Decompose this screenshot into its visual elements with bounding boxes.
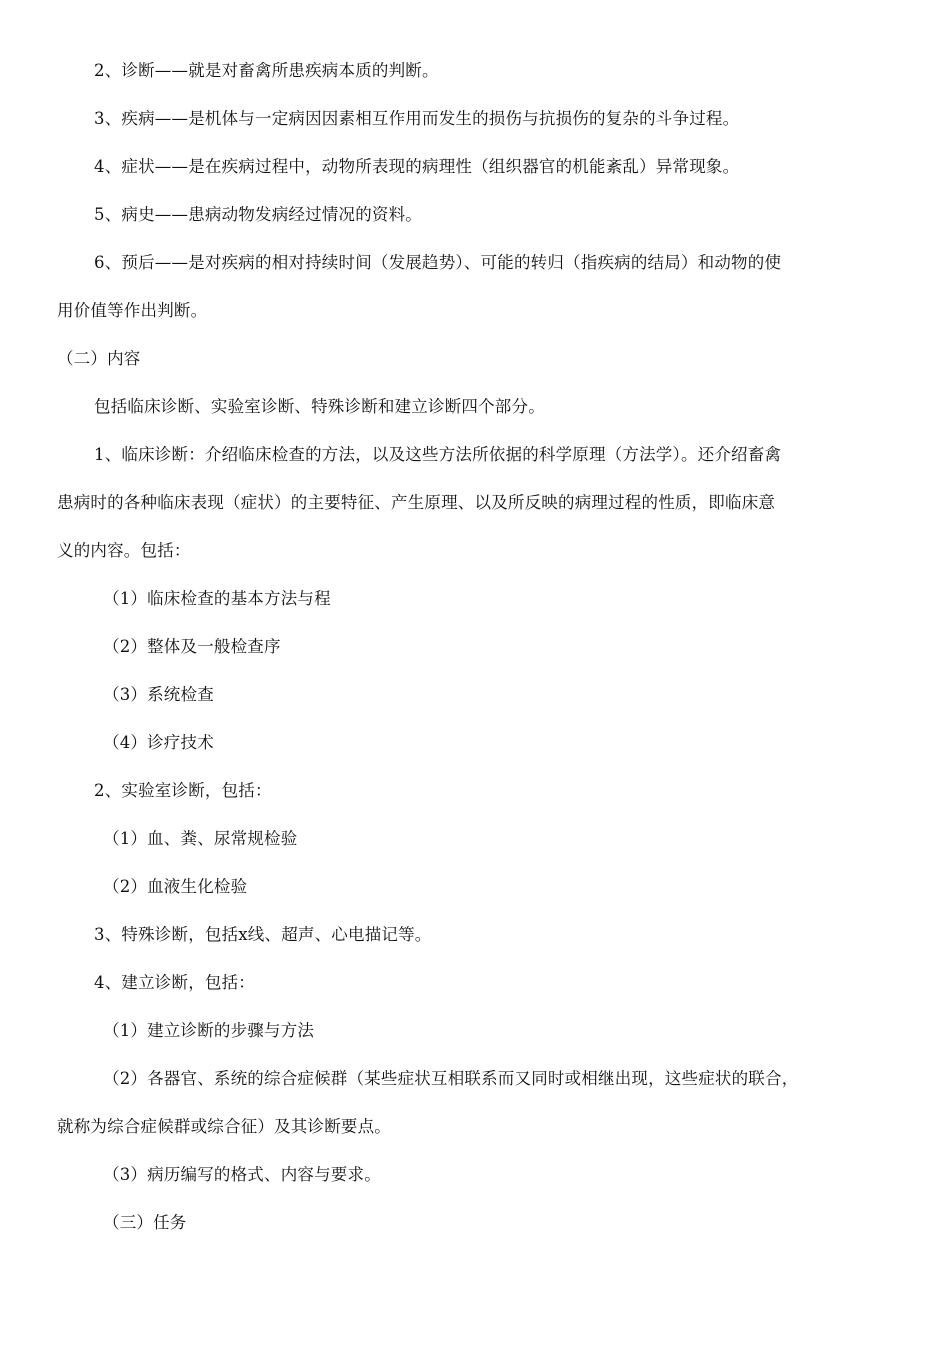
clinical-diagnosis-line3: 义的内容。包括： [57, 541, 191, 560]
list-item: （1）建立诊断的步骤与方法 [103, 1021, 315, 1040]
clinical-diagnosis-line2: 患病时的各种临床表现（症状）的主要特征、产生原理、以及所反映的病理过程的性质，即临床意 [57, 493, 776, 512]
list-item: （1）临床检查的基本方法与程 [103, 589, 331, 608]
special-diagnosis: 3、特殊诊断，包括x线、超声、心电描记等。 [94, 925, 432, 944]
list-item: （1）血、粪、尿常规检验 [103, 829, 298, 848]
list-item: （3）病历编写的格式、内容与要求。 [103, 1165, 381, 1184]
clinical-diagnosis-line1: 1、临床诊断：介绍临床检查的方法，以及这些方法所依据的科学原理（方法学）。还介绍畜禽 [94, 445, 782, 464]
establish-diagnosis-heading: 4、建立诊断，包括： [94, 973, 255, 992]
list-item: （2）血液生化检验 [103, 877, 248, 896]
section-heading-content: （二）内容 [57, 349, 141, 368]
definition-disease: 3、疾病——是机体与一定病因因素相互作用而发生的损伤与抗损伤的复杂的斗争过程。 [94, 109, 740, 128]
definition-symptom: 4、症状——是在疾病过程中，动物所表现的病理性（组织器官的机能紊乱）异常现象。 [94, 157, 740, 176]
definition-diagnosis: 2、诊断——就是对畜禽所患疾病本质的判断。 [94, 61, 439, 80]
content-intro: 包括临床诊断、实验室诊断、特殊诊断和建立诊断四个部分。 [94, 397, 545, 416]
list-item: （3）系统检查 [103, 685, 214, 704]
list-item: （2）各器官、系统的综合症候群（某些症状互相联系而又同时或相继出现，这些症状的联合， [103, 1069, 799, 1088]
lab-diagnosis-heading: 2、实验室诊断，包括： [94, 781, 272, 800]
section-heading-tasks: （三）任务 [103, 1213, 187, 1232]
definition-prognosis-line1: 6、预后——是对疾病的相对持续时间（发展趋势）、可能的转归（指疾病的结局）和动物的使 [94, 253, 782, 272]
list-item: （4）诊疗技术 [103, 733, 214, 752]
list-item: （2）整体及一般检查序 [103, 637, 281, 656]
list-item-continuation: 就称为综合症候群或综合征）及其诊断要点。 [57, 1117, 391, 1136]
definition-prognosis-line2: 用价值等作出判断。 [57, 301, 208, 320]
definition-history: 5、病史——患病动物发病经过情况的资料。 [94, 205, 422, 224]
